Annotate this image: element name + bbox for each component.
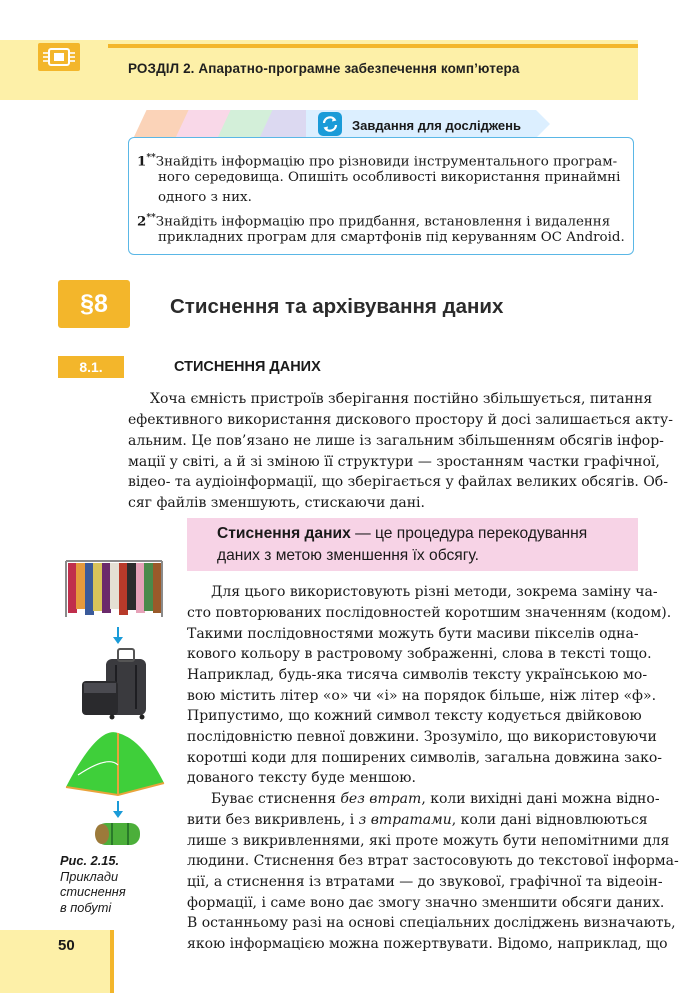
paragraph-line xyxy=(211,789,660,810)
emphasis-text: без втрат xyxy=(340,791,422,807)
footer-band xyxy=(0,930,110,993)
section-number: §8 xyxy=(58,280,130,328)
footer-stripe xyxy=(110,930,114,993)
task-text-line: одного з них. xyxy=(158,190,252,205)
task-title: Завдання для досліджень xyxy=(352,118,521,133)
paragraph-line xyxy=(187,810,648,831)
header-stripe xyxy=(108,44,638,48)
clothes-rack-image xyxy=(66,561,162,617)
tent-image xyxy=(66,732,164,795)
task-text-line: Знайдіть інформацію про різновиди інструментального програм- xyxy=(155,154,618,170)
paragraph-line: Припустимо, що кожний символ тексту кодується двійковою xyxy=(187,708,642,724)
paragraph-line: якою інформацією можна пожертвувати. Відомо, наприклад, що xyxy=(187,936,668,952)
paragraph-line: вою містить літер «о» чи «і» на порядок більше, ніж літер «ф». xyxy=(187,688,657,704)
paragraph-line: ції, а стиснення із втратами — до звукової, графічної та відеоін- xyxy=(187,874,663,890)
definition-line xyxy=(217,523,587,545)
paragraph-line: В останньому разі на основі спеціальних досліджень визначають, xyxy=(187,915,676,931)
task-text-line: прикладних програм для смартфонів під керуванням ОС Android. xyxy=(158,230,625,245)
paragraph-line: Наприклад, будь-яка тисяча символів тексту українською мо- xyxy=(187,667,648,683)
paragraph-line: сто повторюваних послідовностей коротшим значенням (кодом). xyxy=(187,605,672,621)
subsection-title: СТИСНЕННЯ ДАНИХ xyxy=(174,359,321,375)
section-title: Стиснення та архівування даних xyxy=(170,295,504,318)
task-text-line: ного середовища. Опишіть особливості використання принаймні xyxy=(158,170,621,185)
subsection-number: 8.1. xyxy=(58,356,124,378)
refresh-icon xyxy=(318,112,342,136)
paragraph-line: послідовністю певної довжини. Зрозуміло, що використовуючи xyxy=(187,729,657,745)
paragraph-line: коротші коди для поширених символів, загальна довжина зако- xyxy=(187,750,662,766)
task-difficulty: ** xyxy=(146,213,156,223)
paragraph-line: ефективного використання дискового простору й досі залишається акту- xyxy=(128,412,673,428)
paragraph-line: Хоча ємність пристроїв зберігання постійно збільшується, питання xyxy=(150,391,653,407)
page-number: 50 xyxy=(58,937,75,954)
paragraph-line: мації у світі, а й зі зміною її структури — зростанням частки графічної, xyxy=(128,454,660,470)
figure-caption xyxy=(60,853,126,915)
suitcase-image xyxy=(82,649,146,720)
chapter-title: РОЗДІЛ 2. Апаратно-програмне забезпечення комп’ютера xyxy=(128,61,520,76)
text-span: , коли дані відновлюються xyxy=(451,812,648,828)
down-arrow-icon xyxy=(113,801,123,818)
figure-illustration xyxy=(58,555,168,855)
definition-term: Стиснення даних xyxy=(217,525,351,542)
text-span: Буває стиснення xyxy=(211,791,341,807)
task-difficulty: ** xyxy=(146,153,156,163)
paragraph-line: дованого тексту буде меншою. xyxy=(187,770,416,786)
paragraph-line: відео- та аудіоінформації, що зберігається у файлах великих обсягів. Об- xyxy=(128,474,668,490)
paragraph-line: людини. Стиснення без втрат застосовують до текстової інформа- xyxy=(187,853,679,869)
text-span: вити без викривлень, і xyxy=(187,812,359,828)
paragraph-line: сяг файлів зменшують, стискаючи дані. xyxy=(128,495,425,511)
caption-line: в побуті xyxy=(60,899,112,915)
definition-line: даних з метою зменшення їх обсягу. xyxy=(217,547,479,564)
paragraph-line: альним. Це пов’язано не лише із загальним збільшенням обсягів інфор- xyxy=(128,433,664,449)
chip-icon xyxy=(38,43,80,71)
text-span: , коли вихідні дані можна відно- xyxy=(421,791,660,807)
caption-line: стиснення xyxy=(60,884,126,900)
paragraph-line: формації, і саме воно дає змогу значно зменшити обсяги даних. xyxy=(187,895,665,911)
paragraph-line: Для цього використовують різні методи, зокрема заміну ча- xyxy=(211,584,658,600)
paragraph-line: кового кольору в растровому зображенні, слова в тексті тощо. xyxy=(187,646,652,662)
definition-text: — це процедура перекодування xyxy=(350,525,588,542)
task-number: 1 xyxy=(137,153,147,170)
emphasis-text: з втратами xyxy=(358,812,452,828)
figure-label: Рис. 2.15. xyxy=(60,853,120,868)
down-arrow-icon xyxy=(113,627,123,644)
task-text-line: Знайдіть інформацію про придбання, встановлення і видалення xyxy=(155,214,611,230)
paragraph-line: лише з викривленнями, які проте можуть бути непомітними для xyxy=(187,833,670,849)
tent-bag-image xyxy=(95,823,140,845)
paragraph-line: Такими послідовностями можуть бути масиви пікселів одна- xyxy=(187,626,639,642)
caption-line: Приклади xyxy=(60,868,119,884)
task-number: 2 xyxy=(137,213,147,230)
